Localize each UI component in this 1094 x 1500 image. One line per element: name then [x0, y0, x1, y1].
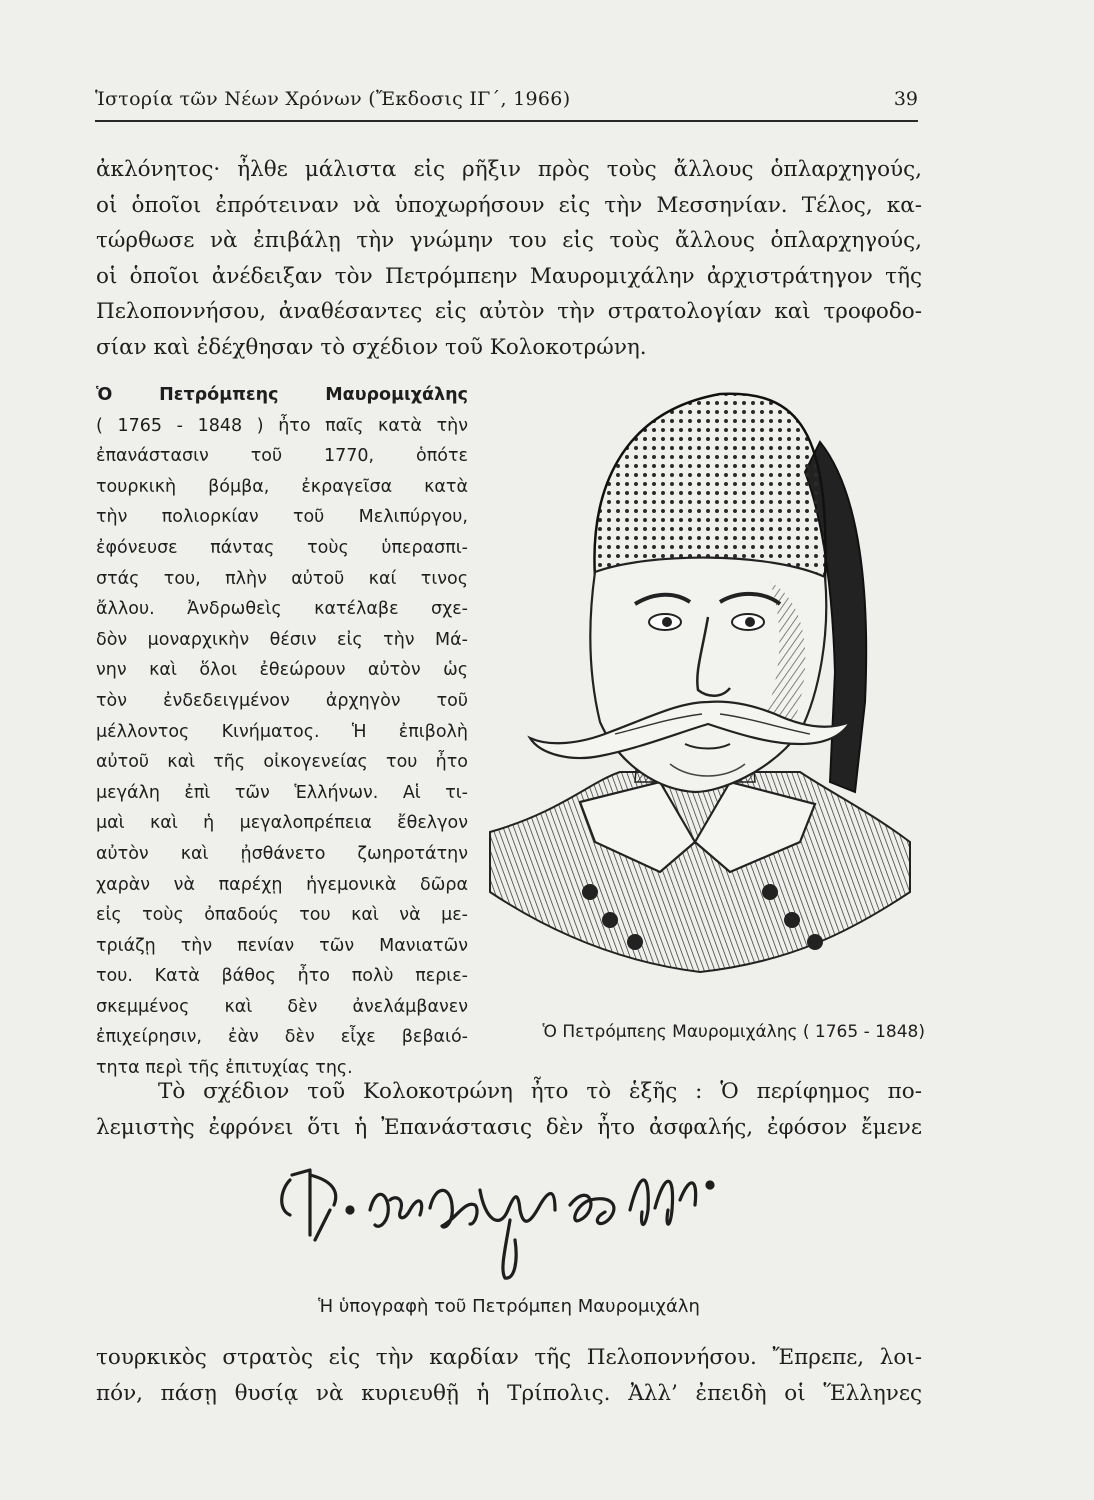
jacket — [490, 772, 910, 972]
text-line: σίαν καὶ ἐδέχθησαν τὸ σχέδιον τοῦ Κολοκοτρώνη. — [96, 334, 647, 360]
sidebar-line: αὐτὸν καὶ ᾐσθάνετο ζωηροτάτην — [96, 843, 468, 864]
page-number: 39 — [893, 88, 918, 110]
sidebar-line: τριάζῃ τὴν πενίαν τῶν Μανιατῶν — [96, 935, 468, 956]
sidebar-line: αὐτοῦ καὶ τῆς οἰκογενείας του ἦτο — [96, 752, 468, 773]
text-line: οἱ ὁποῖοι ἀνέδειξαν τὸν Πετρόμπεην Μαυρομιχάλην ἀρχιστράτηγον τῆς — [96, 263, 922, 289]
sidebar-line: μέλλοντος Κινήματος. Ἡ ἐπιβολὴ — [96, 721, 468, 742]
sidebar-line: ( 1765 - 1848 ) ἦτο παῖς κατὰ τὴν — [96, 415, 468, 436]
signature-caption: Ἡ ὑπογραφὴ τοῦ Πετρόμπεη Μαυρομιχάλη — [318, 1296, 700, 1317]
paragraph-2 — [96, 1074, 922, 1145]
text-line: οἱ ὁποῖοι ἐπρότειναν νὰ ὑποχωρήσουν εἰς τὴν Μεσσηνίαν. Τέλος, κα- — [96, 192, 922, 218]
signature-text: Π. μαυρομιχάλης — [270, 1150, 279, 1151]
text-line: Πελοποννήσου, ἀναθέσαντες εἰς αὐτὸν τὴν στρατολογίαν καὶ τροφοδο- — [96, 299, 922, 324]
sidebar-line: δὸν μοναρχικὴν θέσιν εἰς τὴν Μά- — [96, 629, 468, 650]
sidebar-line: εἰς τοὺς ὀπαδούς του καὶ νὰ με- — [96, 905, 468, 926]
text-line: τώρθωσε νὰ ἐπιβάλῃ τὴν γνώμην του εἰς τοὺς ἄλλους ὁπλαρχηγούς, — [96, 228, 922, 253]
paragraph-1 — [96, 152, 922, 365]
sidebar-line: ἐπανάστασιν τοῦ 1770, ὁπότε — [96, 446, 468, 467]
fez-cap — [594, 394, 825, 582]
sidebar-line: σκεμμένος καὶ δὲν ἀνελάμβανεν — [96, 996, 468, 1017]
sidebar-column — [96, 380, 468, 1084]
portrait-engraving — [470, 372, 925, 1017]
running-title: Ἱστορία τῶν Νέων Χρόνων (Ἔκδοσις ΙΓ΄, 1966) — [95, 88, 571, 110]
text-line: ἀκλόνητος· ἦλθε μάλιστα εἰς ρῆξιν πρὸς τοὺς ἄλλους ὁπλαρχηγούς, — [96, 157, 922, 182]
text-line: τουρκικὸς στρατὸς εἰς τὴν καρδίαν τῆς Πελοποννήσου. Ἔπρεπε, λοι- — [96, 1345, 922, 1370]
sidebar-line: τητα περὶ τῆς ἐπιτυχίας της. — [96, 1058, 353, 1079]
sidebar-line: ἐπιχείρησιν, ἐὰν δὲν εἶχε βεβαιό- — [96, 1027, 468, 1048]
sidebar-line: μαὶ καὶ ἡ μεγαλοπρέπεια ἔθελγον — [96, 813, 468, 834]
paragraph-3 — [96, 1340, 922, 1411]
signature-image — [270, 1150, 790, 1290]
sidebar-line: χαρὰν νὰ παρέχῃ ἡγεμονικὰ δῶρα — [96, 874, 468, 895]
sidebar-line: μεγάλη ἐπὶ τῶν Ἑλλήνων. Αἱ τι- — [96, 782, 468, 803]
sidebar-line: τουρκικὴ βόμβα, ἐκραγεῖσα κατὰ — [96, 476, 468, 497]
portrait-caption: Ὁ Πετρόμπεης Μαυρομιχάλης ( 1765 - 1848) — [542, 1022, 925, 1042]
sidebar-line: τὸν ἐνδεδειγμένον ἀρχηγὸν τοῦ — [96, 690, 468, 711]
text-line: λεμιστὴς ἐφρόνει ὅτι ἡ Ἐπανάστασις δὲν ἦτο ἀσφαλής, ἐφόσον ἔμενε — [96, 1114, 922, 1140]
page-header — [95, 84, 918, 122]
sidebar-line: ἄλλου. Ἀνδρωθεὶς κατέλαβε σχε- — [96, 599, 468, 620]
sidebar-line: στάς του, πλὴν αὐτοῦ καί τινος — [96, 568, 468, 589]
text-line: πόν, πάσῃ θυσίᾳ νὰ κυριευθῇ ἡ Τρίπολις. Ἀλλ’ ἐπειδὴ οἱ Ἕλληνες — [96, 1380, 922, 1406]
sidebar-line: του. Κατὰ βάθος ἦτο πολὺ περιε- — [96, 966, 468, 987]
sidebar-line: ἐφόνευσε πάντας τοὺς ὑπερασπι- — [96, 537, 468, 558]
sidebar-line: τὴν πολιορκίαν τοῦ Μελιπύργου, — [96, 507, 468, 528]
text-line: Τὸ σχέδιον τοῦ Κολοκοτρώνη ἦτο τὸ ἑξῆς : Ὁ περίφημος πο- — [158, 1079, 922, 1104]
sidebar-line: νην καὶ ὅλοι ἐθεώρουν αὐτὸν ὡς — [96, 660, 468, 681]
sidebar-line: Ὁ Πετρόμπεης Μαυρομιχάλης — [96, 385, 468, 405]
